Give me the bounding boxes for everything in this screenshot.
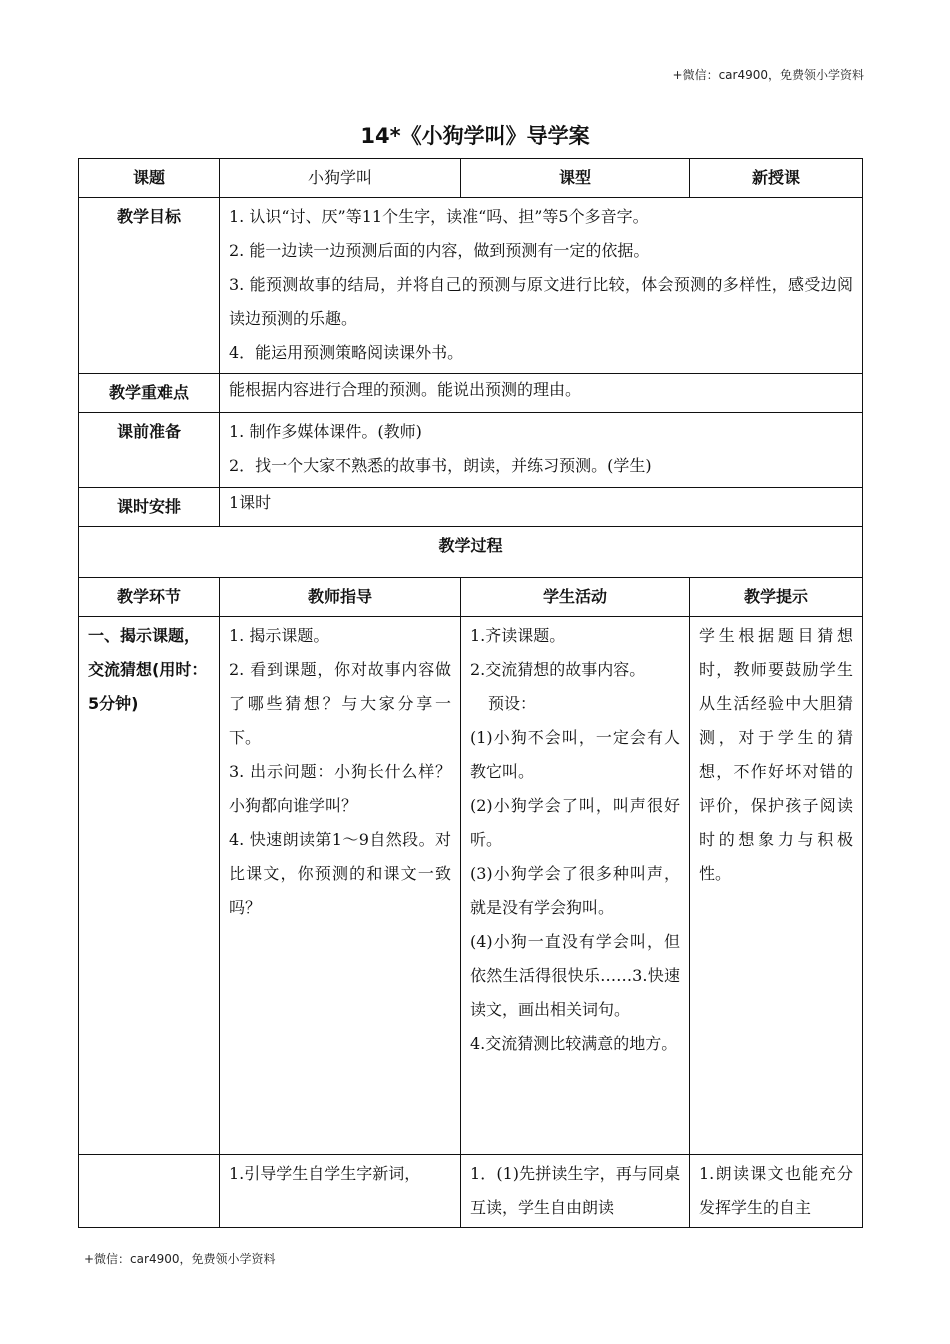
preparation-item: 2．找一个大家不熟悉的故事书，朗读，并练习预测。(学生) [229,456,652,475]
lesson-plan-table [78,158,863,1228]
teacher-item: 1. 揭示课题。 [229,626,330,645]
difficulty-value: 能根据内容进行合理的预测。能说出预测的理由。 [220,374,863,413]
process-header: 教师指导 [220,578,461,617]
stage2-label [79,1155,220,1228]
student-item: 4.交流猜测比较满意的地方。 [470,1034,678,1053]
stage1-teacher [220,617,461,1155]
header-note: +微信：car4900，免费领小学资料 [672,68,864,82]
goal-item: 1. 认识“讨、厌”等11个生字，读准“吗、担”等5个多音字。 [229,207,649,226]
lesson-value: 小狗学叫 [220,159,461,198]
stage1-label: 一、揭示课题，交流猜想(用时：5分钟) [79,617,220,1155]
type-label: 课型 [461,159,690,198]
goals-content [220,198,863,374]
goal-item: 2. 能一边读一边预测后面的内容，做到预测有一定的依据。 [229,241,650,260]
student-item: (1)小狗不会叫，一定会有人教它叫。 [470,728,680,781]
stage1-tip: 学生根据题目猜想时，教师要鼓励学生从生活经验中大胆猜测，对于学生的猜想，不作好坏对错的评价，保护孩子阅读时的想象力与积极性。 [690,617,863,1155]
teacher-item: 3. 出示问题：小狗长什么样？小狗都向谁学叫？ [229,762,451,815]
teacher-item: 2. 看到课题，你对故事内容做了哪些猜想？与大家分享一下。 [229,660,451,747]
stage2-student: 1．(1)先拼读生字，再与同桌互读，学生自由朗读 [461,1155,690,1228]
difficulty-label: 教学重难点 [79,374,220,413]
student-item: 预设： [488,694,537,713]
stage1-student [461,617,690,1155]
student-item: 1.齐读课题。 [470,626,566,645]
process-header: 教学提示 [690,578,863,617]
schedule-label: 课时安排 [79,488,220,527]
footer-note: +微信：car4900，免费领小学资料 [84,1252,276,1266]
type-value: 新授课 [690,159,863,198]
process-header: 学生活动 [461,578,690,617]
process-header: 教学环节 [79,578,220,617]
teacher-item: 4. 快速朗读第1～9自然段。对比课文，你预测的和课文一致吗？ [229,830,451,917]
student-item: (2)小狗学会了叫，叫声很好听。 [470,796,680,849]
preparation-label: 课前准备 [79,413,220,488]
student-item: (3)小狗学会了很多种叫声，就是没有学会狗叫。 [470,864,680,917]
process-title: 教学过程 [79,527,863,578]
goals-label: 教学目标 [79,198,220,374]
goal-item: 4．能运用预测策略阅读课外书。 [229,343,464,362]
page-title: 14*《小狗学叫》导学案 [360,124,590,148]
student-item: 2.交流猜想的故事内容。 [470,660,646,679]
stage2-tip: 1.朗读课文也能充分发挥学生的自主 [690,1155,863,1228]
goal-item: 3. 能预测故事的结局，并将自己的预测与原文进行比较，体会预测的多样性，感受边阅读边预测的乐趣。 [229,275,853,328]
lesson-label: 课题 [79,159,220,198]
preparation-content [220,413,863,488]
student-item: (4)小狗一直没有学会叫，但依然生活得很快乐……3.快速读文，画出相关词句。 [470,932,680,1019]
preparation-item: 1. 制作多媒体课件。(教师) [229,422,422,441]
stage2-teacher: 1.引导学生自学生字新词， [220,1155,461,1228]
schedule-value: 1课时 [220,488,863,527]
